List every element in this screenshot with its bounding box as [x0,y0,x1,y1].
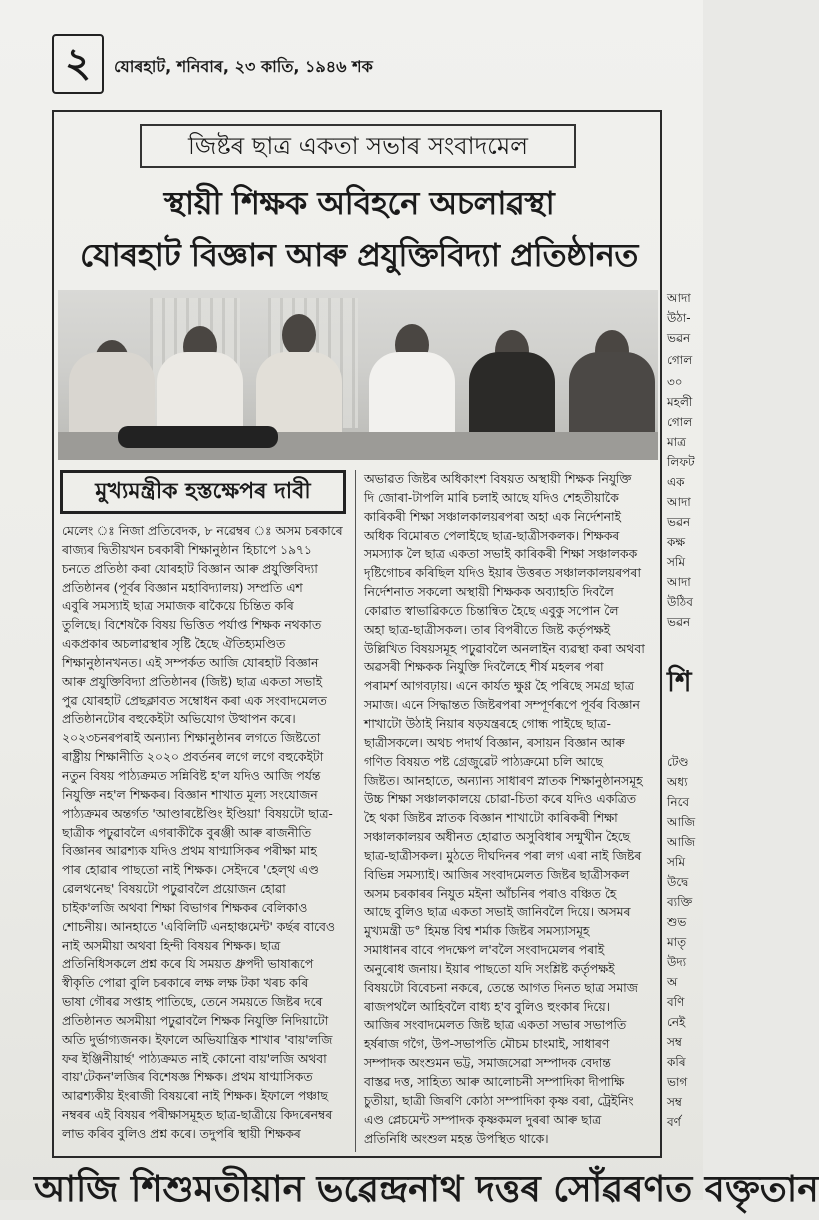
fragment-text: বৰ্ণ [667,1115,681,1129]
body-line: প্ৰতিষ্ঠানটোৰ বহুকেইটা অভিযোগ উত্থাপন কৰে। [62,712,296,727]
body-line: বায়'টেকন'লজিৰ বিশেষজ্ঞ শিক্ষক। প্ৰথম ষাণ্মাসিকত [62,1070,313,1085]
body-line: ছাত্ৰ-ছাত্ৰীসকল। মুঠতে দীঘদিনৰ পৰা লগ এৰা নাই জিষ্টৰ [364,848,642,863]
body-line: প্ৰতিষ্ঠানত অসমীয়া পঢ়ুৱাবলৈ শিক্ষক নিযুক্তি নিদিয়াটো [62,1013,329,1028]
fragment-text: ৩০ [667,375,683,389]
body-line: নিযুক্তি নহ'ল শিক্ষকৰ। বিজ্ঞান শাখাত মূল্য সংযোজন [62,787,318,802]
body-line: শাখাটো উঠাই নিয়াৰ ষড়যন্ত্ৰৰহে গোন্ধ পাইছে ছাত্ৰ- [364,716,611,731]
body-line: আছে বুলিও ছাত্ৰ একতা সভাই জানিবলৈ দিয়ে। অসমৰ [364,905,631,920]
column-divider [355,470,356,1152]
body-line: ২০২৩চনৰপৰাই অন্যান্য শিক্ষানুষ্ঠানৰ লগতে জিষ্টতো [62,731,321,746]
body-line: উল্লিখিত বিষয়সমূহ পঢ়ুৱাবলৈ অনলাইন ব্যৱস্থা কৰা অথবা [364,641,645,656]
fragment-text: টেণ্ড [667,755,689,769]
body-line: নাই অসমীয়া অথবা হিন্দী বিষয়ৰ শিক্ষক। ছাত্ৰ [62,938,281,953]
body-line: বিষয়টো বিবেচনা নকৰে, তেন্তে আগত দিনত ছাত্ৰ সমাজ [364,980,638,995]
body-line: একপ্ৰকাৰ অচলাৱস্থাৰ সৃষ্টি হৈছে ঐতিহ্যমণ্ডিত [62,637,286,652]
fragment-text: আদা [667,495,691,509]
body-line: পাঠ্যক্ৰমৰ অন্তৰ্গত 'আণ্ডাৰষ্টেণ্ডিং ইণ্ডিয়া' বিষয়টো ছাত্ৰ- [62,806,333,821]
body-line: ৰাষ্ট্ৰীয় শিক্ষানীতি ২০২০ প্ৰবৰ্তনৰ লগে লগে বহুকেইটা [62,750,324,765]
body-line: এবুৰি সমস্যাই ছাত্ৰ সমাজক ৰাকৈয়ে চিন্তিত কৰি [62,599,294,614]
fragment-text: কৰি [667,1055,686,1069]
bottom-headline: আজি শিশুমতীয়ান ভৱেন্দ্ৰনাথ দত্তৰ সোঁৱৰণত বক্তৃতান [34,1169,819,1210]
body-line: সঞ্চালকালয়ৰ অধীনত হোৱাত অসুবিধাৰ সন্মুখীন হৈছে [364,830,630,845]
fragment-text: আজি [667,835,696,849]
fragment-text: উদ্বে [667,875,689,889]
fragment-text: ভৱন [667,615,691,629]
body-line: আজিৰ সংবাদমেলত জিষ্ট ছাত্ৰ একতা সভাৰ সভাপতি [364,1018,627,1033]
body-line: নম্বৰৰ এই বিষয়ৰ পৰীক্ষাসমূহত ছাত্ৰ-ছাত্ৰীয়ে কিদৰেনম্বৰ [62,1108,333,1123]
body-line: ভাষা গৌৰৱ সপ্তাহ পাতিছে, তেনে সময়তে জিষ্টৰ দৰে [62,995,323,1010]
body-line: চুতীয়া, ছাত্ৰী জিৰণি কোঠা সম্পাদিকা কৃষ্ণ বৰা, ট্ৰেইনিং [364,1093,634,1108]
body-line: ফৰ ইঞ্জিনীয়াৰ্ছ' পাঠ্যক্ৰমত নাই কোনো বায়'লজি অথবা [62,1051,327,1066]
fragment-text: গোল [667,353,693,367]
adjacent-column-fragment [665,290,703,1150]
body-line: শিক্ষানুষ্ঠানখনত। এই সম্পৰ্কত আজি যোৰহাট বিজ্ঞান [62,655,319,670]
dateline: যোৰহাট, শনিবাৰ, ২৩ কাতি, ১৯৪৬ শক [114,57,373,76]
fragment-text: এক [667,475,685,489]
body-line: আৰু প্ৰযুক্তিবিদ্যা প্ৰতিষ্ঠানৰ (জিষ্ট) ছাত্ৰ একতা সভাই [62,674,323,689]
fragment-text: মাত্ৰ [667,435,686,449]
body-line: বাস্তৱ দত্ত, সাহিত্য আৰু আলোচনী সম্পাদিকা দীপাক্ষি [364,1075,625,1089]
body-line: নতুন বিষয় পাঠ্যক্ৰমত সন্নিবিষ্ট হ'ল যদিও আজি পৰ্যন্ত [62,768,321,783]
body-line: চাইক'লজি অথবা শিক্ষা বিভাগৰ শিক্ষকৰ বেলিকাও [62,900,308,915]
fragment-text: আদা [667,291,691,305]
fragment-text: নেই [667,1015,686,1029]
fragment-text: ভৱন [667,331,691,345]
body-line: অসম চৰকাৰৰ নিযুত মইনা আঁচনিৰ পৰাও বঞ্চিত হৈ [364,886,617,901]
body-line: ৱেলথনেছ' বিষয়টো পঢ়ুৱাবলৈ প্ৰয়োজন হোৱা [62,882,286,897]
fragment-text: অ [667,975,678,989]
fragment-text: শুভ [667,915,687,929]
fragment-text: সম্ব [667,1035,682,1049]
body-line: প্ৰতিষ্ঠানৰ (পূৰ্বৰ বিজ্ঞান মহাবিদ্যালয়) সম্প্ৰতি এশ [62,580,303,595]
fragment-text: মাতৃ [667,935,687,949]
body-line: প্ৰতিনিধিসকলে প্ৰশ্ন কৰে যি সময়ত ধ্ৰুপদী ভাষাৰূপে [62,957,314,972]
body-line: মুখ্যমন্ত্ৰী ড° হিমন্ত বিশ্ব শৰ্মাক জিষ্টৰ সমস্যাসমূহ [364,924,590,939]
body-line: দি জোৰা-টাপলি মাৰি চলাই আছে যদিও শেহতীয়াকৈ [364,490,619,505]
left-column [62,522,348,1144]
headline-line-2: যোৰহাট বিজ্ঞান আৰু প্ৰযুক্তিবিদ্যা প্ৰতিষ্ঠানত [80,236,638,274]
body-line: অভাৱত জিষ্টৰ অধিকাংশ বিষয়ত অস্থায়ী শিক্ষক নিযুক্তি [364,472,632,486]
fragment-text: ভাগ [667,1075,688,1089]
body-line: গণিত বিষয়ত পষ্ট গ্ৰেজুৱেট পাঠ্যক্ৰমো চলি আছে [364,754,603,769]
body-line: অতি দুৰ্ভাগ্যজনক। ইফালে অভিযান্ত্ৰিক শাখাৰ 'বায়'লজি [62,1032,333,1047]
fragment-text: কক্ষ [667,535,686,549]
body-line: তুলিছে। বিশেষকৈ বিষয় ভিত্তিত পৰ্যাপ্ত শিক্ষক নথকাত [62,618,322,633]
body-line: অহা ছাত্ৰ-ছাত্ৰীসকল। তাৰ বিপৰীতে জিষ্ট কৰ্তৃপক্ষই [364,622,611,637]
body-line: সম্পাদক অংশুমন ভট্ট, সমাজসেৱা সম্পাদক বেদান্ত [364,1056,611,1071]
body-line: অধিক বিমোৰত পেলাইছে ছাত্ৰ-ছাত্ৰীসকলক। শিক্ষকৰ [364,528,620,543]
fragment-text: আজি [667,815,696,829]
body-line: ৰাজপথলৈ আহিবলৈ বাধ্য হ'ব বুলিও হুংকাৰ দিয়ে। [364,999,611,1014]
body-line: দৃষ্টিগোচৰ কৰিছিল যদিও ইয়াৰ উত্তৰত সঞ্চালকালয়ৰপৰা [364,566,641,581]
fragment-text: অধ্য [667,775,688,789]
fragment-text: সমি [667,855,686,869]
fragment-text: ব্যক্তি [667,895,693,909]
body-line: পাৰ হোৱাৰ পাছতো নাই শিক্ষক। সেইদৰে 'হেল্থ এণ্ড [62,863,319,878]
body-line: এণ্ড প্লেচমেন্ট সম্পাদক কৃষ্ণকমল দুৰৰা আৰু ছাত্ৰ [364,1112,602,1127]
fragment-text: উঠা- [667,311,691,325]
body-line: পৰামৰ্শ আগবঢ়ায়। এনে কাৰ্যত ক্ষুণ্ণ হৈ পৰিছে সমগ্ৰ ছাত্ৰ [364,679,634,694]
body-line: ছাত্ৰীক পঢ়ুৱাবলৈ এগৰাকীকৈ বুৰঞ্জী আৰু ৰাজনীতি [62,825,311,840]
body-line: মেলেং ঃ নিজা প্ৰতিবেদক, ৮ নৱেম্বৰ ঃ অসম চৰকাৰে [62,524,343,538]
fragment-text: মহলী [667,395,693,409]
body-line: সমাজ। এনে সিদ্ধান্তত জিষ্টৰপৰা সম্পূৰ্ণৰূপে পূৰ্বৰ বিজ্ঞান [364,698,640,713]
body-line: উচ্চ শিক্ষা সঞ্চালকালয়ে চোৱা-চিতা কৰে যদিও একত্ৰিত [364,792,636,807]
microphones [118,426,278,448]
body-line: পুৱ যোৰহাট প্ৰেছক্লাবত সম্বোধন কৰা এক সংবাদমেলত [62,693,327,708]
body-line: বিভিন্ন সমস্যাই। আজিৰ সংবাদমেলত জিষ্টৰ ছাত্ৰীসকল [364,867,630,882]
body-line: অৱসৰী শিক্ষকক নিযুক্তি দিবলৈহে শীৰ্ষ মহলৰ পৰা [364,660,604,675]
article [52,110,662,1158]
body-line: সমাধানৰ বাবে পদক্ষেপ ল'বলৈ সংবাদমেলৰ পৰাই [364,943,605,958]
article-kicker: জিষ্টৰ ছাত্ৰ একতা সভাৰ সংবাদমেল [140,124,576,168]
fragment-headline: শি [667,665,692,698]
body-line: হৰ্ষৰাজ গগৈ, উপ-সভাপতি মৌচম চাংমাই, সাধাৰণ [364,1037,610,1052]
body-line: স্বীকৃতি পোৱা বুলি চৰকাৰে লক্ষ লক্ষ টকা খৰচ কৰি [62,976,309,991]
fragment-text: উঠিব [667,595,693,609]
fragment-text: সমি [667,555,686,569]
body-line: শোচনীয়। আনহাতে 'এবিলিটি এনহাঞ্চমেন্ট' কৰ্ছৰ বাবেও [62,919,335,934]
body-line: চনতে প্ৰতিষ্ঠা কৰা যোৰহাট বিজ্ঞান আৰু প্ৰযুক্তিবিদ্যা [62,561,318,576]
fragment-text: গোল [667,415,693,429]
body-line: প্ৰতিনিধি অংশুল মহন্ত উপস্থিত থাকে। [364,1131,549,1146]
fragment-text: সম্ব [667,1095,682,1109]
body-line: কাৰিকৰী শিক্ষা সঞ্চালকালয়ৰপৰা অহা এক নিৰ্দেশনাই [364,509,621,524]
body-line: নিৰ্দেশনাত সকলো অস্থায়ী শিক্ষকক অব্যাহতি দিবলৈ [364,585,614,600]
body-line: অনুৰোধ জনায়। ইয়াৰ পাছতো যদি সংশ্লিষ্ট কৰ্তৃপক্ষই [364,961,615,976]
body-line: হৈ থকা জিষ্টৰ স্নাতক বিজ্ঞান শাখাটো কাৰিকৰী শিক্ষা [364,811,618,826]
fragment-text: নিবে [667,795,690,809]
body-line: লাভ কৰিব বুলিও প্ৰশ্ন কৰে। তদুপৰি স্থায়ী শিক্ষকৰ [62,1127,301,1141]
fragment-text: আদা [667,575,691,589]
page-number: ২ [52,34,104,94]
body-line: আৱশ্যকীয় ইংৰাজী বিষয়ৰো নাই শিক্ষক। ইফালে পঞ্চাছ [62,1089,328,1104]
right-column [364,470,656,1148]
fragment-text: বণি [667,995,685,1009]
body-line: ৰাজ্যৰ দ্বিতীয়খন চৰকাৰী শিক্ষানুষ্ঠান হিচাপে ১৯৭১ [62,542,312,557]
fragment-text: লিফট [667,455,695,469]
body-line: কোৱাত স্বাভাৱিকতে চিন্তান্বিত হৈছে এবুকু সপোন লৈ [364,603,619,618]
subheading: মুখ্যমন্ত্ৰীক হস্তক্ষেপৰ দাবী [60,470,346,514]
press-conference-photo [58,290,658,460]
headline-line-1: স্থায়ী শিক্ষক অবিহনে অচলাৱস্থা [163,184,555,222]
body-line: সমস্যাক লৈ ছাত্ৰ একতা সভাই কাৰিকৰী শিক্ষা সঞ্চালকক [364,547,638,562]
fragment-text: উদ্য [667,955,687,969]
body-line: ছাত্ৰীসকলে। অথচ পদাৰ্থ বিজ্ঞান, ৰসায়ন বিজ্ঞান আৰু [364,735,625,750]
fragment-text: ভৱন [667,515,691,529]
body-line: জিষ্টত। আনহাতে, অন্যান্য সাধাৰণ স্নাতক শিক্ষানুষ্ঠানসমূহ [364,773,643,788]
body-line: বিজ্ঞানৰ আৱশ্যক যদিও প্ৰথম ষাণ্মাসিকৰ পৰীক্ষা মাহ [62,844,317,859]
page-header [52,34,652,96]
